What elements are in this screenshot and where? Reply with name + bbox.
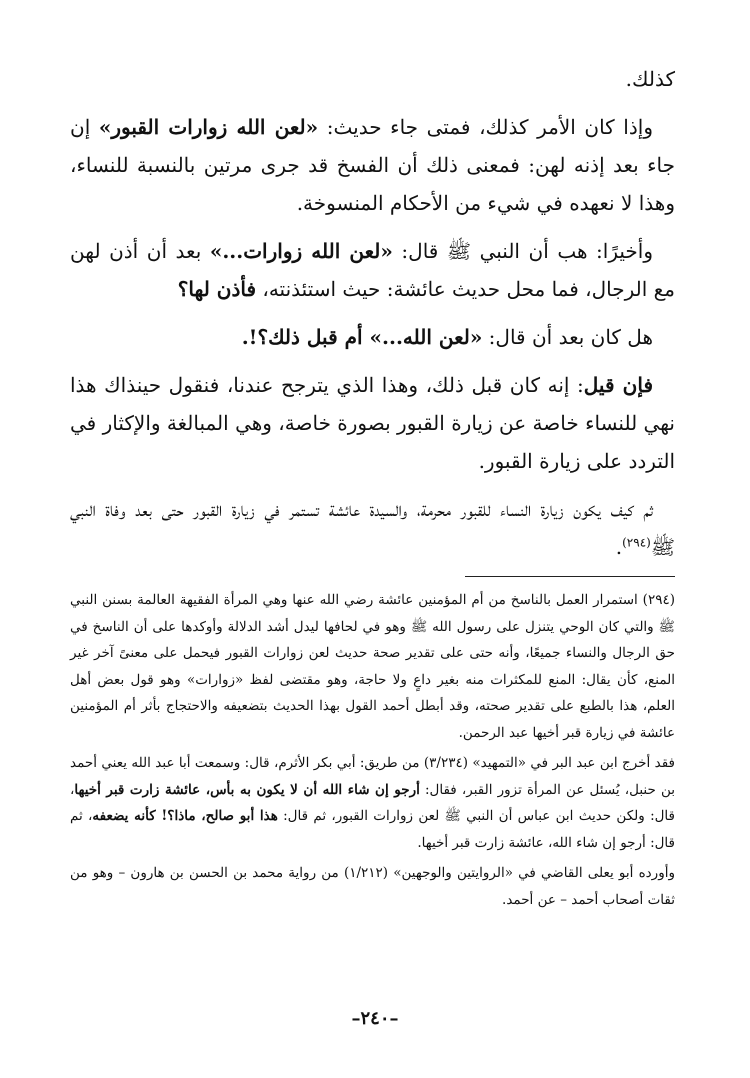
paragraph-6 [70,490,675,566]
footnote-divider [465,576,675,577]
footnote-294 [70,587,675,746]
page-number: –٢٤٠– [351,1008,399,1029]
hadith-quote: «لعن الله زوارات القبور» [98,115,319,139]
paragraph-3 [70,232,675,308]
footnote-para-3 [70,860,675,913]
text-p1: كذلك. [625,67,675,91]
hadith-quote: «لعن الله زوارات...» [209,239,393,263]
footnote-text-2a: فقد أخرج ابن عبد البر في «التمهيد» (٣/٢٣٤) من طريق: أبي بكر الأثرم، قال: وسمعت أبا عبد الله يعني أحمد بن حنبل، يُسئل عن المرأة تزور القبر، فقال: [70,755,676,798]
text-p3-c: بعد أن أذن لهن مع الرجال، فما محل حديث عائشة: حيث استئذنته، [70,239,675,301]
footnote-text-2b: أرجو إن شاء الله أن لا يكون به بأس، عائشة زارت قبر أخيها [74,781,420,798]
footnote-ref: (٢٩٤) [622,535,651,550]
paragraph-4 [70,318,675,356]
text-p3-a: وأخيرًا: هب أن النبي ﷺ قال: [392,239,653,263]
text-p3-d: فأذن لها؟ [177,277,256,301]
footnotes [70,587,675,913]
hadith-quote: «لعن الله...» [369,325,483,349]
footnote-para-2 [70,750,675,856]
text-p5-a: فإن قيل [583,373,654,397]
text-p6-end: . [615,535,623,559]
footnote-text-2c: ، قال: ولكن حديث ابن عباس أن النبي ﷺ لعن زوارات القبور، ثم قال: [70,781,675,824]
paragraph-2 [70,108,675,222]
footnote-text-2d: هذا أبو صالح، ماذا؟! كأنه يضعفه [92,808,278,824]
footnote-text-1: (٢٩٤) استمرار العمل بالناسخ من أم المؤمنين عائشة رضي الله عنها وهي المرأة الفقيهة العالمة بسنن النبي ﷺ والتي كان الوحي يتنزل على رسول الله ﷺ وهو في لحافها ليدل أشد الدلالة وأوكدها على أن الناسخ في حق الرجال والنساء جميعًا، وأنه حتى على تقدير صحة حديث لعن زوارات القبور فيحمل على معنىً آخر غير المنع، كأن يقال: المنع للمكثرات منه بغير داعٍ ولا حاجة، وهو مقتضى لفظ «زوارات» وهو قول بعض أهل العلم، هذا بالطبع على تقدير صحته، وقد أبطل أحمد القول بهذا الحديث بتضعيفه والاحتجاج بأثر أم المؤمنين عائشة في زيارة قبر أخيها عبد الرحمن. [70,592,675,741]
paragraph-1 [70,60,675,98]
footnote-text-2e: ، ثم قال: أرجو إن شاء الله، عائشة زارت قبر أخيها. [70,808,675,851]
text-p4-a: هل كان بعد أن قال: [482,325,653,349]
main-text [70,60,675,566]
text-p6-a: ثم كيف يكون زيارة النساء للقبور محرمة، والسيدة عائشة تستمر في زيارة القبور حتى بعد وفاة النبي ﷺ [70,497,675,559]
text-p2-c: إن جاء بعد إذنه لهن: فمعنى ذلك أن الفسخ قد جرى مرتين بالنسبة للنساء، وهذا لا نعهده في شيء من الأحكام المنسوخة. [70,115,675,215]
page-content [70,60,675,917]
text-p5-b: : إنه كان قبل ذلك، وهذا الذي يترجح عندنا، فنقول حينذاك هذا نهي للنساء خاصة عن زيارة القبور بصورة خاصة، وهي المبالغة والإكثار في التردد على زيارة القبور. [70,373,675,473]
text-p4-c: أم قبل ذلك؟!. [241,325,370,349]
footnote-text-3: وأورده أبو يعلى القاضي في «الروايتين والوجهين» (١/٢١٢) من رواية محمد بن الحسن بن هارون – وهو من ثقات أصحاب أحمد – عن أحمد. [70,865,675,908]
text-p2-a: وإذا كان الأمر كذلك، فمتى جاء حديث: [318,115,653,139]
paragraph-5 [70,366,675,480]
